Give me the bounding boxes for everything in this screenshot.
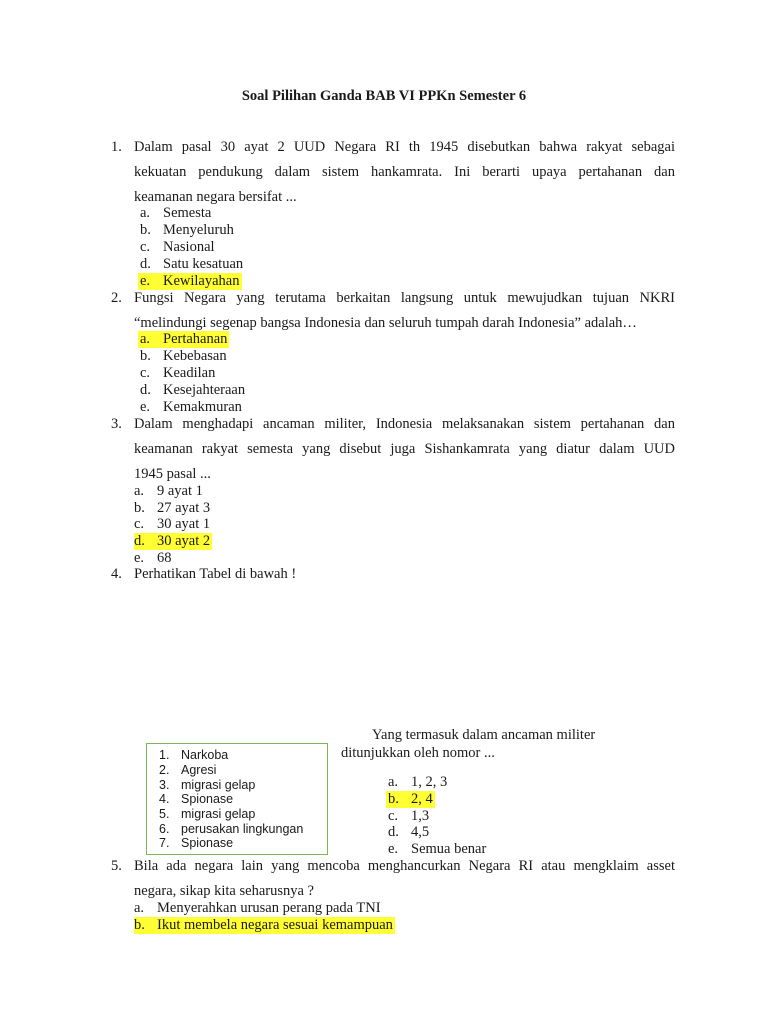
question-number: 1.	[111, 139, 122, 155]
question-text-line: kekuatan pendukung dalam sistem hankamrata. Ini berarti upaya pertahanan dan	[134, 164, 675, 180]
question-number: 5.	[111, 858, 122, 874]
option-c: c. Nasional	[140, 239, 215, 255]
option-e: e. Semua benar	[388, 841, 487, 857]
option-a: a. Menyerahkan urusan perang pada TNI	[134, 900, 381, 916]
table-row: 4. Spionase	[159, 792, 234, 806]
question-text-line: negara, sikap kita seharusnya ?	[134, 883, 314, 899]
option-e: e. 68	[134, 550, 172, 566]
option-d: d. 4,5	[388, 824, 430, 840]
question-number: 3.	[111, 416, 122, 432]
question-text-line: Perhatikan Tabel di bawah !	[134, 566, 297, 582]
table-row: 6. perusakan lingkungan	[159, 822, 304, 836]
question-text-line: keamanan rakyat semesta yang disebut juga Sishankamrata yang diatur dalam UUD	[134, 441, 675, 457]
question-prompt-line: Yang termasuk dalam ancaman militer	[372, 727, 596, 743]
question-text-line: 1945 pasal ...	[134, 466, 211, 482]
option-e: e. Kemakmuran	[140, 399, 242, 415]
question-text-line: Dalam pasal 30 ayat 2 UUD Negara RI th 1945 disebutkan bahwa rakyat sebagai	[134, 139, 675, 155]
option-d: d. Satu kesatuan	[140, 256, 244, 272]
option-a: a. 9 ayat 1	[134, 483, 203, 499]
table-row: 3. migrasi gelap	[159, 778, 256, 792]
question-number: 4.	[111, 566, 122, 582]
question-text-line: “melindungi segenap bangsa Indonesia dan seluruh tumpah darah Indonesia” adalah…	[134, 315, 637, 331]
option-c: c. Keadilan	[140, 365, 216, 381]
option-a-highlighted: a. Pertahanan	[140, 331, 228, 347]
option-c: c. 1,3	[388, 808, 430, 824]
option-b-highlighted: b. 2, 4	[388, 791, 433, 807]
question-text-line: keamanan negara bersifat ...	[134, 189, 297, 205]
question-number: 2.	[111, 290, 122, 306]
option-a: a. 1, 2, 3	[388, 774, 448, 790]
table-row: 7. Spionase	[159, 836, 234, 850]
table-row: 5. migrasi gelap	[159, 807, 256, 821]
question-text-line: Dalam menghadapi ancaman militer, Indonesia melaksanakan sistem pertahanan dan	[134, 416, 675, 432]
option-b-highlighted: b. Ikut membela negara sesuai kemampuan	[134, 917, 393, 933]
table-row: 1. Narkoba	[159, 748, 229, 762]
option-a: a. Semesta	[140, 205, 212, 221]
threat-list-table	[146, 743, 328, 855]
option-c: c. 30 ayat 1	[134, 516, 211, 532]
question-prompt-line: ditunjukkan oleh nomor ...	[341, 745, 495, 761]
option-e-highlighted: e. Kewilayahan	[140, 273, 240, 289]
option-b: b. 27 ayat 3	[134, 500, 211, 516]
question-text-line: Bila ada negara lain yang mencoba menghancurkan Negara RI atau mengklaim asset	[134, 858, 675, 874]
question-text-line: Fungsi Negara yang terutama berkaitan langsung untuk mewujudkan tujuan NKRI	[134, 290, 675, 306]
option-d: d. Kesejahteraan	[140, 382, 246, 398]
option-d-highlighted: d. 30 ayat 2	[134, 533, 211, 549]
table-row: 2. Agresi	[159, 763, 217, 777]
page-title: Soal Pilihan Ganda BAB VI PPKn Semester 6	[241, 88, 527, 104]
option-b: b. Menyeluruh	[140, 222, 234, 238]
option-b: b. Kebebasan	[140, 348, 227, 364]
